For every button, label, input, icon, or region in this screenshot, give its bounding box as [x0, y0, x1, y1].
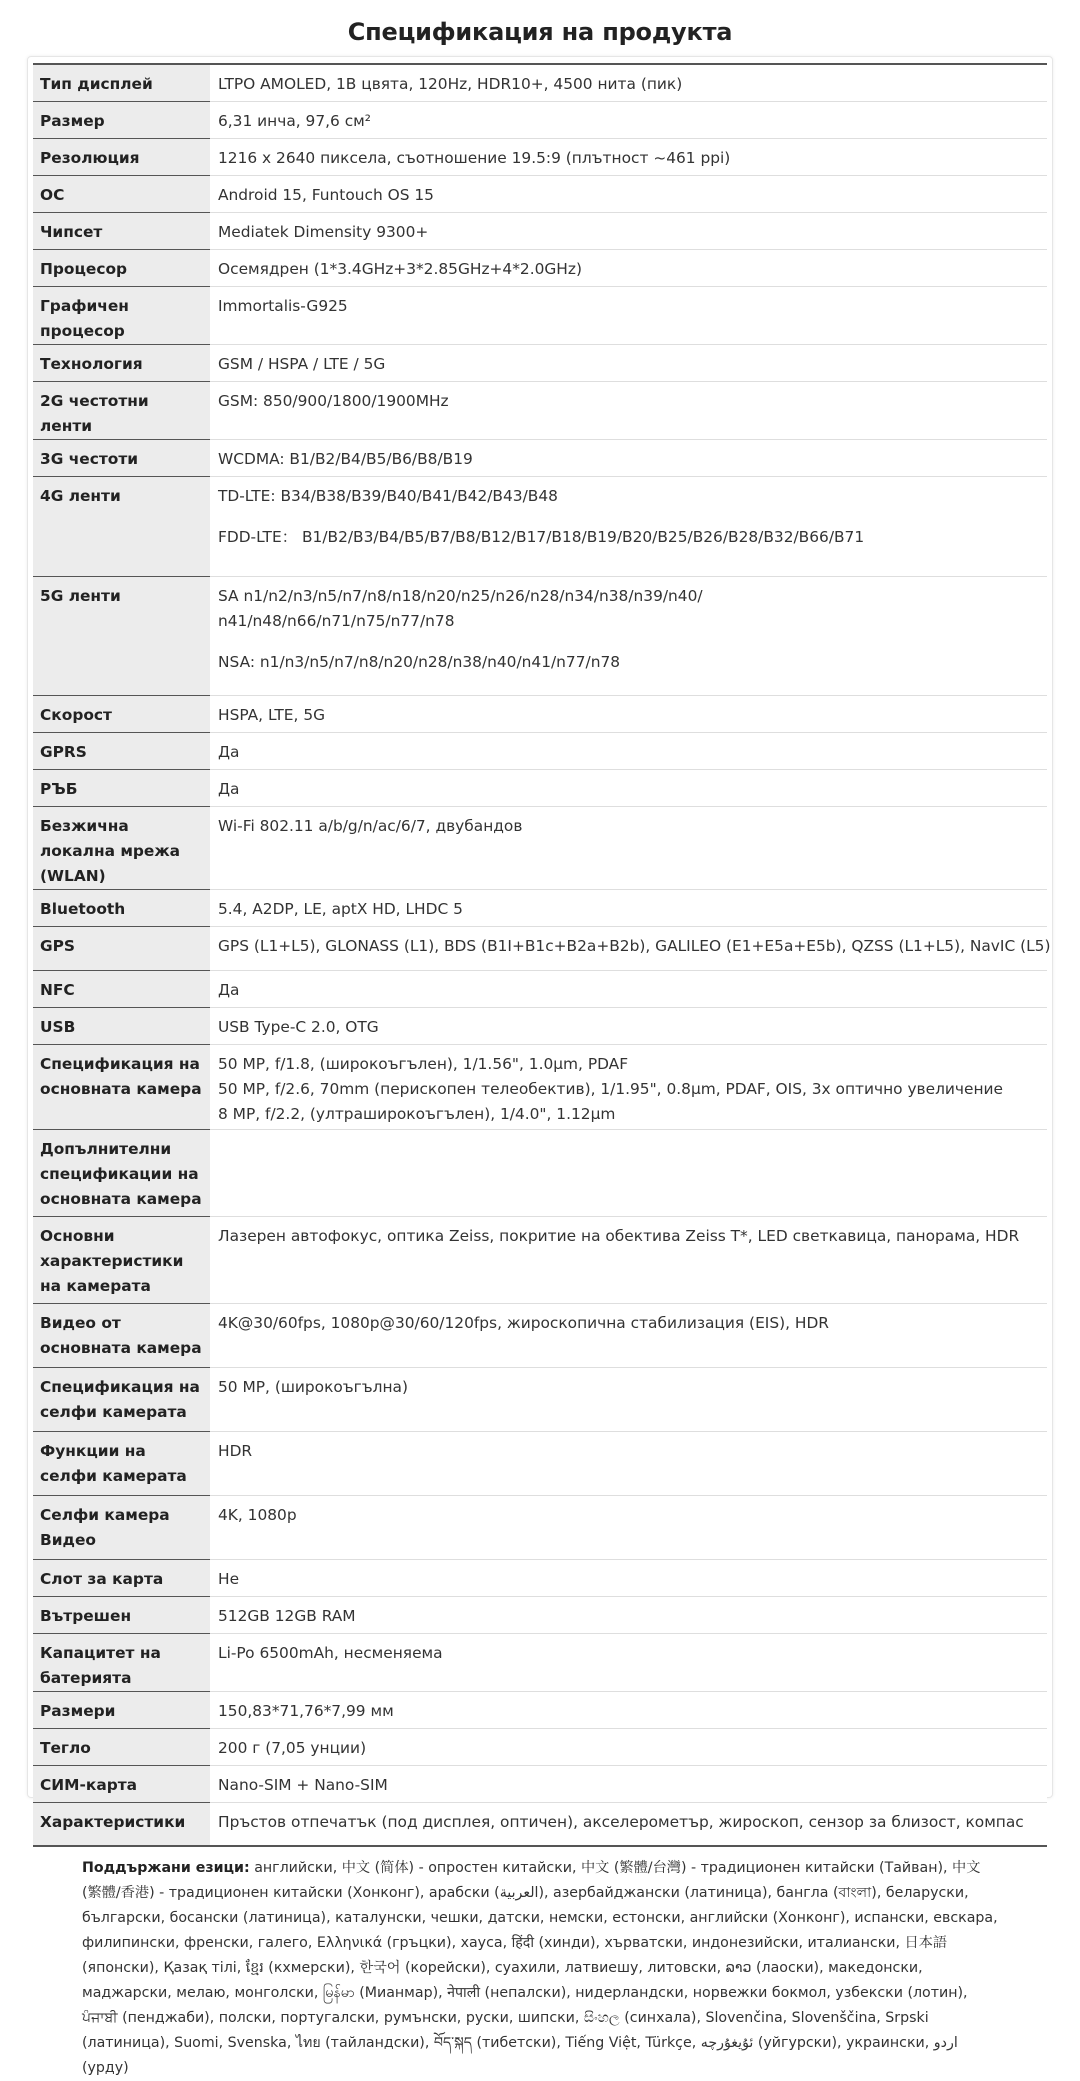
- spec-value-line: Immortalis-G925: [218, 296, 348, 315]
- spec-value-line: Wi-Fi 802.11 a/b/g/n/ac/6/7, двубандов: [218, 816, 523, 835]
- spec-value: [210, 1633, 1047, 1691]
- spec-value-line: 150,83*71,76*7,99 мм: [218, 1701, 394, 1720]
- spec-value-line: Nano-SIM + Nano-SIM: [218, 1775, 388, 1794]
- spec-value: [210, 1044, 1047, 1129]
- spec-row: [33, 1367, 1047, 1431]
- spec-value-line: n41/n48/n66/n71/n75/n77/n78: [218, 611, 455, 630]
- spec-value: [210, 970, 1047, 1007]
- spec-value-spacer: [218, 634, 1040, 650]
- spec-key: ОС: [33, 175, 210, 212]
- spec-value-line: 4K, 1080p: [218, 1505, 297, 1524]
- spec-key: Размери: [33, 1691, 210, 1728]
- spec-row: [33, 1559, 1047, 1596]
- spec-value-line: 8 MP, f/2.2, (ултраширокоъгълен), 1/4.0", 1.12µm: [218, 1104, 616, 1123]
- spec-value: [210, 769, 1047, 806]
- page-title: Спецификация на продукта: [347, 18, 733, 46]
- spec-value-line: Да: [218, 980, 240, 999]
- spec-key: Основни характеристики на камерата: [33, 1216, 210, 1303]
- spec-value: [210, 926, 1051, 970]
- spec-value: [210, 1216, 1047, 1303]
- spec-row: [33, 1728, 1047, 1765]
- spec-row: [33, 732, 1047, 769]
- spec-table: [33, 63, 1051, 1847]
- spec-value-line: Mediatek Dimensity 9300+: [218, 222, 429, 241]
- spec-value: [210, 1367, 1047, 1431]
- spec-value: [210, 286, 1047, 344]
- spec-row: [33, 344, 1047, 381]
- spec-value: [210, 381, 1047, 439]
- spec-row: [33, 1691, 1047, 1728]
- spec-row: [33, 1129, 1047, 1216]
- spec-value: [210, 1802, 1047, 1846]
- spec-value-line: SA n1/n2/n3/n5/n7/n8/n18/n20/n25/n26/n28/n34/n38/n39/n40/: [218, 586, 703, 605]
- spec-row: [33, 889, 1047, 926]
- spec-value: [210, 1431, 1047, 1495]
- spec-key: GPS: [33, 926, 210, 970]
- spec-value: [210, 1129, 1047, 1216]
- spec-key: Тип дисплей: [33, 64, 210, 101]
- spec-key: Спецификация на селфи камерата: [33, 1367, 210, 1431]
- spec-value-line: 50 MP, f/1.8, (широкоъгълен), 1/1.56", 1.0µm, PDAF: [218, 1054, 629, 1073]
- spec-value-line: 1216 x 2640 пиксела, съотношение 19.5:9 (плътност ~461 ppi): [218, 148, 731, 167]
- languages-label: Поддържани езици:: [82, 1860, 250, 1876]
- spec-value: [210, 806, 1047, 889]
- spec-row: [33, 1303, 1047, 1367]
- spec-value-line: 50 MP, (широкоъгълна): [218, 1377, 408, 1396]
- spec-key: РЪБ: [33, 769, 210, 806]
- spec-row: [33, 175, 1047, 212]
- spec-row: [33, 138, 1047, 175]
- spec-row: [33, 769, 1047, 806]
- spec-value-line: Да: [218, 779, 240, 798]
- spec-value: [210, 212, 1047, 249]
- spec-key: Капацитет на батерията: [33, 1633, 210, 1691]
- spec-key: Характеристики: [33, 1802, 210, 1846]
- spec-value-line: Да: [218, 742, 240, 761]
- spec-key: Bluetooth: [33, 889, 210, 926]
- spec-value: [210, 344, 1047, 381]
- spec-value-spacer: [218, 1528, 1040, 1544]
- spec-value: [210, 576, 1047, 695]
- spec-value-line: GPS (L1+L5), GLONASS (L1), BDS (B1I+B1c+B2a+B2b), GALILEO (E1+E5a+E5b), QZSS (L1+L5), NavIC (L5): [218, 936, 1051, 955]
- spec-table-body: [33, 64, 1051, 1846]
- spec-value: [210, 1596, 1047, 1633]
- spec-row: [33, 1007, 1047, 1044]
- spec-value-line: LTPO AMOLED, 1B цвята, 120Hz, HDR10+, 4500 нита (пик): [218, 75, 683, 93]
- spec-key: 5G ленти: [33, 576, 210, 695]
- spec-row: [33, 926, 1047, 970]
- spec-row: [33, 1633, 1047, 1691]
- spec-row: [33, 970, 1047, 1007]
- spec-value: [210, 476, 1047, 576]
- spec-key: Спецификация на основната камера: [33, 1044, 210, 1129]
- spec-value-line: NSA: n1/n3/n5/n7/n8/n20/n28/n38/n40/n41/n77/n78: [218, 652, 621, 671]
- spec-row: [33, 1495, 1047, 1559]
- spec-value: [210, 1495, 1047, 1559]
- spec-value-line: USB Type-C 2.0, OTG: [218, 1017, 379, 1036]
- spec-key: Скорост: [33, 695, 210, 732]
- spec-value-line: 512GB 12GB RAM: [218, 1606, 356, 1625]
- spec-row: [33, 101, 1047, 138]
- spec-value: [210, 695, 1047, 732]
- spec-row: [33, 212, 1047, 249]
- spec-value: [210, 1303, 1047, 1367]
- spec-card: [27, 56, 1053, 1831]
- spec-row: [33, 381, 1047, 439]
- spec-key: Графичен процесор: [33, 286, 210, 344]
- spec-key: NFC: [33, 970, 210, 1007]
- spec-value-line: HSPA, LTE, 5G: [218, 705, 326, 724]
- spec-key: Функции на селфи камерата: [33, 1431, 210, 1495]
- spec-key: Безжична локална мрежа (WLAN): [33, 806, 210, 889]
- spec-value-line: HDR: [218, 1441, 253, 1460]
- spec-value-line: GSM: 850/900/1800/1900MHz: [218, 391, 449, 410]
- spec-key: 2G честотни ленти: [33, 381, 210, 439]
- languages-list: английски, 中文 (简体) - опростен китайски, 中文 (繁體/台灣) - традиционен китайски (Тайван), 中文 (繁體/香港) - традиционен китайски (Хонконг), арабски (العربية), азербайджански (латиница), бангла (বাংলা), беларуски, български, босански (латиница), каталунски, чешки, датски, немски, естонски, английски (Хонконг), испански, евскара, филипински, френски, галего, Ελληνικά (гръцки), хауса, हिंदी (хинди), хърватски, индонезийски, италиански, 日本語 (японски), Қазақ тілі, ខ្មែរ (кхмерски), 한국어 (корейски), суахили, латвиешу, литовски, ລາວ (лаоски), македонски, маджарски, мелаю, монголски, မြန်မာ (Мианмар), नेपाली (непалски), нидерландски, норвежки бокмол, узбекски (лотин), ਪੰਜਾਬੀ (пенджаби), полски, португалски, румънски, руски, шипски, සිංහල (синхала), Slovenčina, Slovenščina, Srpski (латиница), Suomi, Svenska, ไทย (тайландски), བོད་སྐད (тибетски), Tiếng Việt, Türkçe, ئۇيغۇرچە (уйгурски), украински, اردو (урду): [82, 1860, 998, 2076]
- spec-key: Технология: [33, 344, 210, 381]
- spec-value-line: Android 15, Funtouch OS 15: [218, 185, 434, 204]
- spec-key: USB: [33, 1007, 210, 1044]
- spec-value: [210, 175, 1047, 212]
- spec-value: [210, 889, 1047, 926]
- spec-value-line: TD-LTE: B34/B38/B39/B40/B41/B42/B43/B48: [218, 486, 558, 505]
- spec-value: [210, 101, 1047, 138]
- spec-value: [210, 1691, 1047, 1728]
- spec-row: [33, 1802, 1047, 1846]
- spec-row: [33, 695, 1047, 732]
- spec-key: Вътрешен: [33, 1596, 210, 1633]
- spec-key: Селфи камера Видео: [33, 1495, 210, 1559]
- spec-row: [33, 1596, 1047, 1633]
- spec-row: [33, 1431, 1047, 1495]
- spec-key: Допълнителни спецификации на основната камера: [33, 1129, 210, 1216]
- spec-value-spacer: [218, 550, 1040, 566]
- spec-row: [33, 806, 1047, 889]
- spec-value-line: Не: [218, 1569, 240, 1588]
- supported-languages: [82, 1856, 1002, 2081]
- spec-value: [210, 138, 1047, 175]
- spec-row: [33, 576, 1047, 695]
- spec-row: [33, 439, 1047, 476]
- spec-value-line: Осемядрен (1*3.4GHz+3*2.85GHz+4*2.0GHz): [218, 259, 582, 278]
- spec-value-line: FDD-LTE： B1/B2/B3/B4/B5/B7/B8/B12/B17/B18/B19/B20/B25/B26/B28/B32/B66/B71: [218, 527, 865, 546]
- spec-key: Слот за карта: [33, 1559, 210, 1596]
- spec-key: Размер: [33, 101, 210, 138]
- spec-value-line: 5.4, A2DP, LE, aptX HD, LHDC 5: [218, 899, 463, 918]
- spec-value: [210, 1559, 1047, 1596]
- spec-value: [210, 64, 1047, 101]
- spec-value-spacer: [218, 675, 1040, 691]
- spec-row: [33, 286, 1047, 344]
- spec-key: 4G ленти: [33, 476, 210, 576]
- spec-row: [33, 1044, 1047, 1129]
- spec-value-line: GSM / HSPA / LTE / 5G: [218, 354, 386, 373]
- spec-value: [210, 249, 1047, 286]
- spec-value-spacer: [218, 509, 1040, 525]
- spec-value-line: Пръстов отпечатък (под дисплея, оптичен), акселерометър, жироскоп, сензор за близост, компас: [218, 1812, 1024, 1831]
- spec-value: [210, 1728, 1047, 1765]
- spec-value-line: Лазерен автофокус, оптика Zeiss, покритие на обектива Zeiss T*, LED светкавица, панорама, HDR: [218, 1226, 1020, 1245]
- spec-value-line: 6,31 инча, 97,6 см²: [218, 111, 371, 130]
- spec-row: [33, 64, 1047, 101]
- spec-key: Резолюция: [33, 138, 210, 175]
- spec-value-line: 4K@30/60fps, 1080p@30/60/120fps, жироскопична стабилизация (EIS), HDR: [218, 1313, 830, 1332]
- spec-value: [210, 1007, 1047, 1044]
- spec-row: [33, 1216, 1047, 1303]
- spec-key: Процесор: [33, 249, 210, 286]
- spec-value-line: 200 г (7,05 унции): [218, 1738, 367, 1757]
- spec-key: 3G честоти: [33, 439, 210, 476]
- spec-key: Чипсет: [33, 212, 210, 249]
- spec-value-line: Li-Po 6500mAh, несменяема: [218, 1643, 443, 1662]
- spec-row: [33, 249, 1047, 286]
- spec-value: [210, 439, 1047, 476]
- spec-key: Тегло: [33, 1728, 210, 1765]
- spec-key: GPRS: [33, 732, 210, 769]
- spec-row: [33, 476, 1047, 576]
- spec-value: [210, 1765, 1047, 1802]
- spec-key: Видео от основната камера: [33, 1303, 210, 1367]
- spec-row: [33, 1765, 1047, 1802]
- spec-value-line: WCDMA: B1/B2/B4/B5/B6/B8/B19: [218, 449, 473, 468]
- spec-key: СИМ-карта: [33, 1765, 210, 1802]
- spec-value-line: 50 MP, f/2.6, 70mm (перископен телеобектив), 1/1.95", 0.8µm, PDAF, OIS, 3x оптично увеличение: [218, 1079, 1004, 1098]
- spec-value: [210, 732, 1047, 769]
